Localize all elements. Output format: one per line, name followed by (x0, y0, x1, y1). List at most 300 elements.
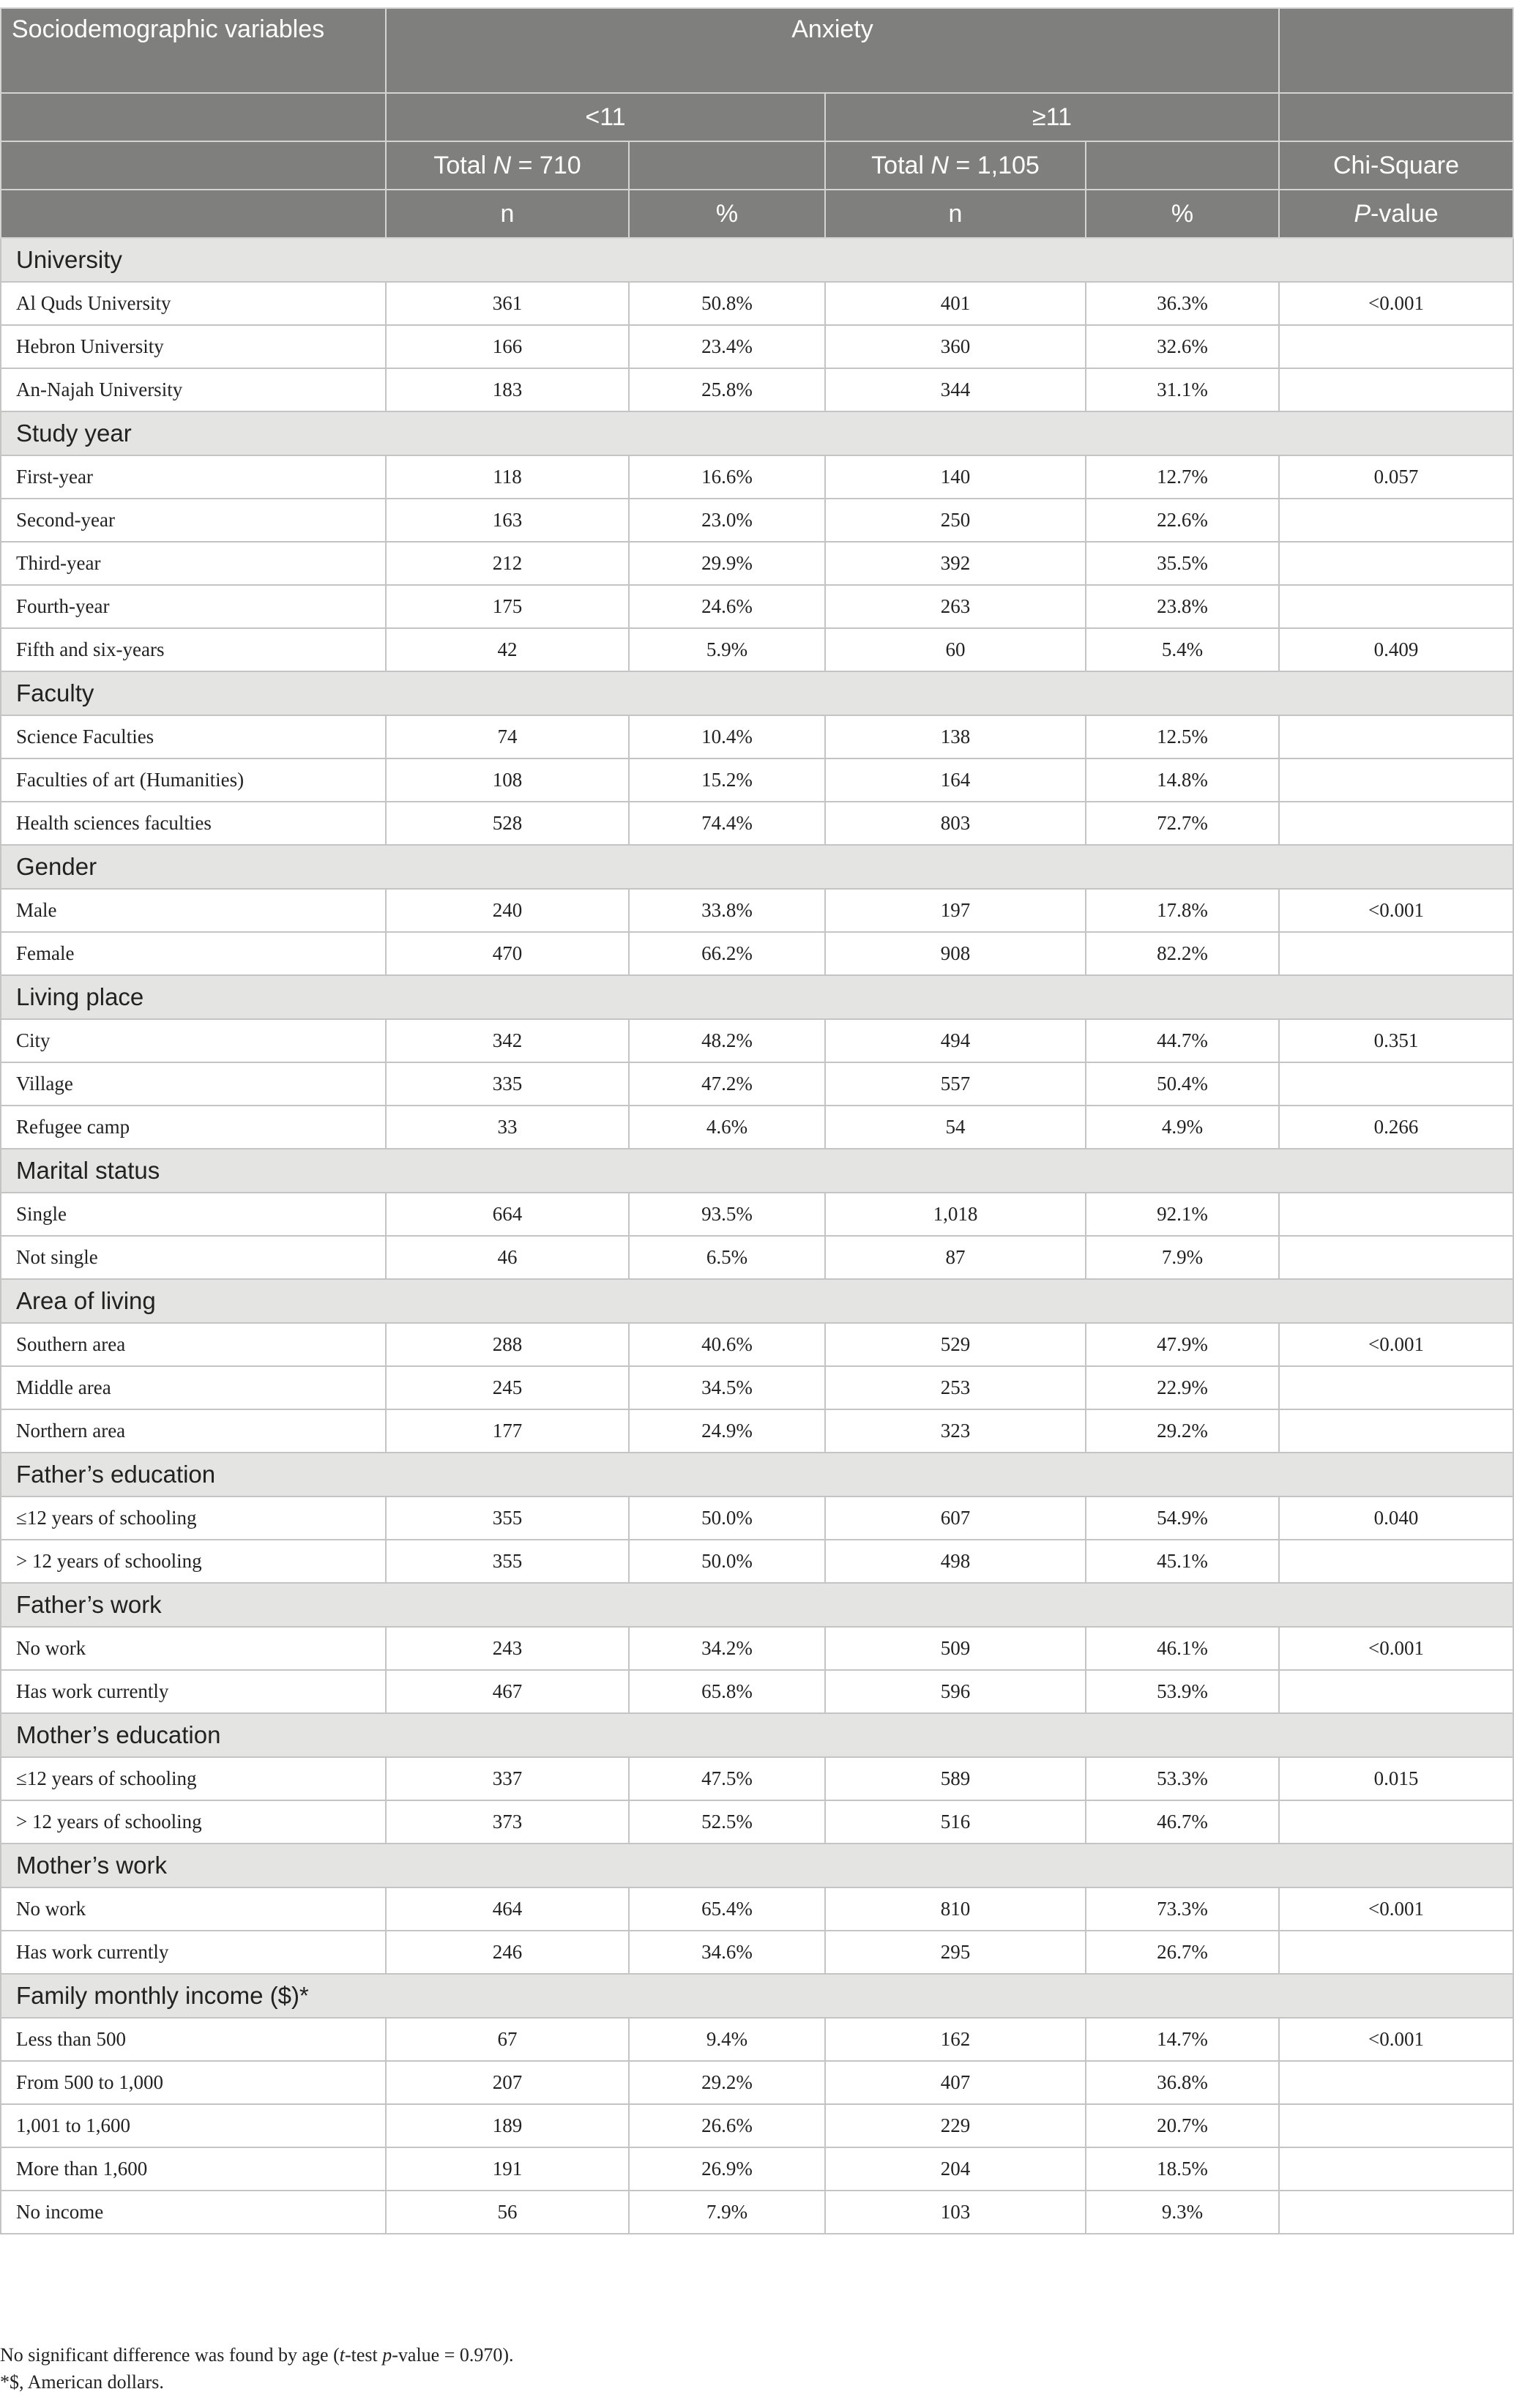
n-low-cell: 67 (386, 2018, 629, 2061)
n-high-cell: 589 (825, 1757, 1086, 1800)
p-value-header (1279, 190, 1513, 238)
n-low-cell: 191 (386, 2147, 629, 2191)
n-high-cell: 509 (825, 1627, 1086, 1670)
pct-low-cell: 5.9% (629, 628, 825, 671)
section-title: Faculty (1, 671, 1513, 715)
pct-low-cell: 25.8% (629, 368, 825, 411)
n-high-header: n (825, 190, 1086, 238)
pct-low-cell: 16.6% (629, 455, 825, 499)
n-low-cell: 243 (386, 1627, 629, 1670)
n-high-cell: 498 (825, 1540, 1086, 1583)
section-title: Father’s work (1, 1583, 1513, 1627)
pct-high-cell: 47.9% (1086, 1323, 1279, 1366)
pct-low-cell: 24.9% (629, 1409, 825, 1453)
p-value-cell: 0.351 (1279, 1019, 1513, 1062)
p-value-cell (1279, 1540, 1513, 1583)
n-high-cell: 253 (825, 1366, 1086, 1409)
row-label: Has work currently (1, 1931, 386, 1974)
pct-high-cell: 82.2% (1086, 932, 1279, 975)
n-low-cell: 118 (386, 455, 629, 499)
row-label: More than 1,600 (1, 2147, 386, 2191)
empty-header-cell (1279, 93, 1513, 141)
total-n-label: N (931, 152, 949, 179)
pct-low-cell: 24.6% (629, 585, 825, 628)
p-value-cell: <0.001 (1279, 1887, 1513, 1931)
chi-square-header: Chi-Square (1279, 141, 1513, 190)
n-high-cell: 407 (825, 2061, 1086, 2104)
pct-high-cell: 18.5% (1086, 2147, 1279, 2191)
p-value-cell: <0.001 (1279, 1627, 1513, 1670)
section-title: Father’s education (1, 1453, 1513, 1496)
pct-high-cell: 5.4% (1086, 628, 1279, 671)
table-row (1, 2147, 1513, 2191)
p-value-cell (1279, 1800, 1513, 1844)
section-title: Gender (1, 845, 1513, 889)
empty-header-cell (1086, 141, 1279, 190)
p-value-cell (1279, 1193, 1513, 1236)
n-low-cell: 189 (386, 2104, 629, 2147)
table-row (1, 1323, 1513, 1366)
n-low-cell: 33 (386, 1106, 629, 1149)
pct-high-cell: 50.4% (1086, 1062, 1279, 1106)
row-label: Refugee camp (1, 1106, 386, 1149)
table-row (1, 282, 1513, 325)
n-low-cell: 288 (386, 1323, 629, 1366)
pct-high-cell: 20.7% (1086, 2104, 1279, 2147)
row-label: No work (1, 1887, 386, 1931)
p-value-cell: 0.015 (1279, 1757, 1513, 1800)
data-table (0, 7, 1514, 2234)
table-row (1, 455, 1513, 499)
table-row (1, 1540, 1513, 1583)
total-prefix: Total (871, 152, 931, 179)
p-value-cell (1279, 499, 1513, 542)
footnote-age-t: t (339, 2344, 345, 2366)
pct-low-header: % (629, 190, 825, 238)
pct-high-cell: 9.3% (1086, 2191, 1279, 2234)
p-value-cell (1279, 585, 1513, 628)
n-low-cell: 355 (386, 1496, 629, 1540)
n-high-cell: 401 (825, 282, 1086, 325)
pct-low-cell: 26.9% (629, 2147, 825, 2191)
pct-low-cell: 50.0% (629, 1496, 825, 1540)
section-title: University (1, 238, 1513, 282)
total-high-header (825, 141, 1086, 190)
section-row (1, 1149, 1513, 1193)
empty-header-cell (1, 141, 386, 190)
n-low-cell: 166 (386, 325, 629, 368)
pct-high-cell: 45.1% (1086, 1540, 1279, 1583)
n-low-cell: 42 (386, 628, 629, 671)
section-row (1, 411, 1513, 455)
n-low-cell: 108 (386, 758, 629, 802)
n-low-cell: 470 (386, 932, 629, 975)
pct-low-cell: 29.2% (629, 2061, 825, 2104)
table-row (1, 2018, 1513, 2061)
section-title: Mother’s work (1, 1844, 1513, 1887)
pct-high-cell: 36.8% (1086, 2061, 1279, 2104)
section-title: Family monthly income ($)* (1, 1974, 1513, 2018)
pct-low-cell: 50.0% (629, 1540, 825, 1583)
table-row (1, 1670, 1513, 1713)
n-low-cell: 467 (386, 1670, 629, 1713)
pct-high-cell: 46.1% (1086, 1627, 1279, 1670)
n-high-cell: 263 (825, 585, 1086, 628)
pct-low-cell: 9.4% (629, 2018, 825, 2061)
n-high-cell: 360 (825, 325, 1086, 368)
section-row (1, 1453, 1513, 1496)
pct-high-cell: 17.8% (1086, 889, 1279, 932)
p-value-cell (1279, 2147, 1513, 2191)
footnotes (0, 2341, 514, 2396)
empty-header-cell (1, 93, 386, 141)
pct-high-cell: 22.6% (1086, 499, 1279, 542)
table-row (1, 585, 1513, 628)
n-high-cell: 323 (825, 1409, 1086, 1453)
section-row (1, 671, 1513, 715)
footnote-age-text-1: No significant difference was found by age ( (0, 2344, 340, 2366)
p-value-cell (1279, 325, 1513, 368)
variables-header: Sociodemographic variables (1, 8, 386, 93)
p-value-cell (1279, 2104, 1513, 2147)
pct-low-cell: 65.4% (629, 1887, 825, 1931)
table-row (1, 715, 1513, 758)
total-low-header (386, 141, 629, 190)
pct-high-cell: 22.9% (1086, 1366, 1279, 1409)
table-header (1, 8, 1513, 238)
n-low-cell: 177 (386, 1409, 629, 1453)
p-value-cell (1279, 1931, 1513, 1974)
n-high-cell: 607 (825, 1496, 1086, 1540)
row-label: Second-year (1, 499, 386, 542)
section-title: Mother’s education (1, 1713, 1513, 1757)
pct-low-cell: 33.8% (629, 889, 825, 932)
row-label: ≤12 years of schooling (1, 1496, 386, 1540)
n-low-cell: 664 (386, 1193, 629, 1236)
p-value-cell: 0.266 (1279, 1106, 1513, 1149)
p-value-cell (1279, 1236, 1513, 1279)
n-low-cell: 183 (386, 368, 629, 411)
pct-high-cell: 72.7% (1086, 802, 1279, 845)
section-title: Area of living (1, 1279, 1513, 1323)
row-label: Al Quds University (1, 282, 386, 325)
section-row (1, 1279, 1513, 1323)
p-value-cell (1279, 1670, 1513, 1713)
pct-low-cell: 23.4% (629, 325, 825, 368)
row-label: > 12 years of schooling (1, 1800, 386, 1844)
footnote-age-p: p (382, 2344, 392, 2366)
n-high-cell: 197 (825, 889, 1086, 932)
p-value-cell (1279, 1062, 1513, 1106)
pct-high-cell: 12.7% (1086, 455, 1279, 499)
row-label: Northern area (1, 1409, 386, 1453)
pct-high-cell: 12.5% (1086, 715, 1279, 758)
table-row (1, 1757, 1513, 1800)
pct-low-cell: 52.5% (629, 1800, 825, 1844)
row-label: No income (1, 2191, 386, 2234)
p-value-cell (1279, 542, 1513, 585)
n-low-cell: 355 (386, 1540, 629, 1583)
n-high-cell: 204 (825, 2147, 1086, 2191)
pct-low-cell: 4.6% (629, 1106, 825, 1149)
total-high-value: = 1,105 (948, 152, 1040, 179)
pct-high-cell: 92.1% (1086, 1193, 1279, 1236)
pct-high-cell: 31.1% (1086, 368, 1279, 411)
table-row (1, 2061, 1513, 2104)
n-high-cell: 54 (825, 1106, 1086, 1149)
p-value-cell (1279, 368, 1513, 411)
p-suffix: -value (1371, 200, 1439, 228)
section-row (1, 1974, 1513, 2018)
pct-low-cell: 74.4% (629, 802, 825, 845)
row-label: Not single (1, 1236, 386, 1279)
footnote-age-text-3: -value = 0.970). (392, 2344, 514, 2366)
row-label: Southern area (1, 1323, 386, 1366)
n-high-cell: 596 (825, 1670, 1086, 1713)
n-low-cell: 240 (386, 889, 629, 932)
n-high-cell: 87 (825, 1236, 1086, 1279)
p-value-cell: <0.001 (1279, 2018, 1513, 2061)
p-value-cell: <0.001 (1279, 1323, 1513, 1366)
n-low-header: n (386, 190, 629, 238)
n-low-cell: 337 (386, 1757, 629, 1800)
pct-high-cell: 14.7% (1086, 2018, 1279, 2061)
pct-low-cell: 93.5% (629, 1193, 825, 1236)
n-high-cell: 810 (825, 1887, 1086, 1931)
n-low-cell: 335 (386, 1062, 629, 1106)
pct-low-cell: 47.2% (629, 1062, 825, 1106)
empty-header-cell (1, 190, 386, 238)
row-label: Single (1, 1193, 386, 1236)
n-high-cell: 344 (825, 368, 1086, 411)
section-row (1, 238, 1513, 282)
pct-low-cell: 15.2% (629, 758, 825, 802)
p-value-cell (1279, 1409, 1513, 1453)
n-low-cell: 342 (386, 1019, 629, 1062)
n-high-cell: 229 (825, 2104, 1086, 2147)
table-row (1, 1366, 1513, 1409)
pct-high-cell: 54.9% (1086, 1496, 1279, 1540)
n-high-cell: 140 (825, 455, 1086, 499)
table-row (1, 1019, 1513, 1062)
row-label: Middle area (1, 1366, 386, 1409)
pct-low-cell: 29.9% (629, 542, 825, 585)
pct-high-cell: 36.3% (1086, 282, 1279, 325)
section-title: Marital status (1, 1149, 1513, 1193)
row-label: Male (1, 889, 386, 932)
p-value-cell (1279, 715, 1513, 758)
pct-low-cell: 6.5% (629, 1236, 825, 1279)
n-low-cell: 46 (386, 1236, 629, 1279)
table-row (1, 1193, 1513, 1236)
total-prefix: Total (433, 152, 493, 179)
row-label: ≤12 years of schooling (1, 1757, 386, 1800)
n-high-cell: 516 (825, 1800, 1086, 1844)
row-label: Fifth and six-years (1, 628, 386, 671)
n-low-cell: 373 (386, 1800, 629, 1844)
table-row (1, 2191, 1513, 2234)
table-row (1, 1409, 1513, 1453)
pct-high-header: % (1086, 190, 1279, 238)
n-low-cell: 163 (386, 499, 629, 542)
table-row (1, 1887, 1513, 1931)
n-high-cell: 162 (825, 2018, 1086, 2061)
group-low-header: <11 (386, 93, 825, 141)
n-high-cell: 138 (825, 715, 1086, 758)
row-label: An-Najah University (1, 368, 386, 411)
section-row (1, 1583, 1513, 1627)
p-value-cell (1279, 932, 1513, 975)
n-low-cell: 212 (386, 542, 629, 585)
anxiety-header: Anxiety (386, 8, 1279, 93)
pct-low-cell: 23.0% (629, 499, 825, 542)
pct-low-cell: 65.8% (629, 1670, 825, 1713)
pct-low-cell: 26.6% (629, 2104, 825, 2147)
row-label: Hebron University (1, 325, 386, 368)
n-low-cell: 74 (386, 715, 629, 758)
table-row (1, 802, 1513, 845)
pct-high-cell: 73.3% (1086, 1887, 1279, 1931)
n-high-cell: 392 (825, 542, 1086, 585)
pct-high-cell: 4.9% (1086, 1106, 1279, 1149)
total-low-value: = 710 (511, 152, 581, 179)
pct-high-cell: 29.2% (1086, 1409, 1279, 1453)
pct-high-cell: 53.3% (1086, 1757, 1279, 1800)
table-body (1, 238, 1513, 2234)
n-high-cell: 164 (825, 758, 1086, 802)
p-value-cell: 0.040 (1279, 1496, 1513, 1540)
pct-high-cell: 44.7% (1086, 1019, 1279, 1062)
row-label: From 500 to 1,000 (1, 2061, 386, 2104)
table-row (1, 1106, 1513, 1149)
pct-high-cell: 23.8% (1086, 585, 1279, 628)
pct-high-cell: 35.5% (1086, 542, 1279, 585)
pct-high-cell: 14.8% (1086, 758, 1279, 802)
total-n-label: N (493, 152, 512, 179)
row-label: Fourth-year (1, 585, 386, 628)
table-row (1, 1236, 1513, 1279)
section-title: Study year (1, 411, 1513, 455)
pct-low-cell: 48.2% (629, 1019, 825, 1062)
n-low-cell: 528 (386, 802, 629, 845)
pct-low-cell: 10.4% (629, 715, 825, 758)
n-low-cell: 56 (386, 2191, 629, 2234)
empty-header-cell (1279, 8, 1513, 93)
row-label: Less than 500 (1, 2018, 386, 2061)
table-row (1, 889, 1513, 932)
n-low-cell: 464 (386, 1887, 629, 1931)
table-row (1, 368, 1513, 411)
p-value-cell (1279, 2061, 1513, 2104)
n-low-cell: 246 (386, 1931, 629, 1974)
pct-high-cell: 53.9% (1086, 1670, 1279, 1713)
table-container (0, 7, 1513, 2234)
table-row (1, 1062, 1513, 1106)
table-row (1, 1800, 1513, 1844)
n-low-cell: 207 (386, 2061, 629, 2104)
pct-low-cell: 40.6% (629, 1323, 825, 1366)
table-row (1, 499, 1513, 542)
pct-low-cell: 66.2% (629, 932, 825, 975)
n-high-cell: 1,018 (825, 1193, 1086, 1236)
pct-high-cell: 46.7% (1086, 1800, 1279, 1844)
empty-header-cell (629, 141, 825, 190)
pct-low-cell: 7.9% (629, 2191, 825, 2234)
n-high-cell: 295 (825, 1931, 1086, 1974)
p-value-cell: 0.409 (1279, 628, 1513, 671)
n-high-cell: 494 (825, 1019, 1086, 1062)
n-high-cell: 803 (825, 802, 1086, 845)
pct-low-cell: 34.2% (629, 1627, 825, 1670)
table-row (1, 1627, 1513, 1670)
pct-low-cell: 47.5% (629, 1757, 825, 1800)
table-row (1, 542, 1513, 585)
table-row (1, 2104, 1513, 2147)
table-row (1, 325, 1513, 368)
section-row (1, 1844, 1513, 1887)
n-high-cell: 557 (825, 1062, 1086, 1106)
n-high-cell: 103 (825, 2191, 1086, 2234)
pct-low-cell: 34.6% (629, 1931, 825, 1974)
pct-high-cell: 26.7% (1086, 1931, 1279, 1974)
row-label: City (1, 1019, 386, 1062)
table-row (1, 1931, 1513, 1974)
n-low-cell: 245 (386, 1366, 629, 1409)
group-high-header: ≥11 (825, 93, 1279, 141)
p-value-cell: <0.001 (1279, 282, 1513, 325)
section-row (1, 1713, 1513, 1757)
pct-low-cell: 50.8% (629, 282, 825, 325)
p-label: P (1354, 200, 1371, 228)
table-row (1, 932, 1513, 975)
footnote-age (0, 2341, 514, 2368)
p-value-cell: <0.001 (1279, 889, 1513, 932)
p-value-cell (1279, 802, 1513, 845)
row-label: Third-year (1, 542, 386, 585)
table-row (1, 1496, 1513, 1540)
p-value-cell (1279, 1366, 1513, 1409)
row-label: > 12 years of schooling (1, 1540, 386, 1583)
pct-low-cell: 34.5% (629, 1366, 825, 1409)
n-low-cell: 175 (386, 585, 629, 628)
row-label: No work (1, 1627, 386, 1670)
p-value-cell: 0.057 (1279, 455, 1513, 499)
row-label: Has work currently (1, 1670, 386, 1713)
pct-high-cell: 7.9% (1086, 1236, 1279, 1279)
pct-high-cell: 32.6% (1086, 325, 1279, 368)
section-title: Living place (1, 975, 1513, 1019)
p-value-cell (1279, 758, 1513, 802)
row-label: Health sciences faculties (1, 802, 386, 845)
table-row (1, 758, 1513, 802)
n-high-cell: 908 (825, 932, 1086, 975)
n-high-cell: 60 (825, 628, 1086, 671)
section-row (1, 975, 1513, 1019)
row-label: Village (1, 1062, 386, 1106)
row-label: Female (1, 932, 386, 975)
p-value-cell (1279, 2191, 1513, 2234)
section-row (1, 845, 1513, 889)
table-row (1, 628, 1513, 671)
row-label: Science Faculties (1, 715, 386, 758)
row-label: First-year (1, 455, 386, 499)
footnote-currency: *$, American dollars. (0, 2371, 164, 2393)
row-label: 1,001 to 1,600 (1, 2104, 386, 2147)
n-high-cell: 250 (825, 499, 1086, 542)
n-low-cell: 361 (386, 282, 629, 325)
n-high-cell: 529 (825, 1323, 1086, 1366)
footnote-age-text-2: -test (344, 2344, 383, 2366)
